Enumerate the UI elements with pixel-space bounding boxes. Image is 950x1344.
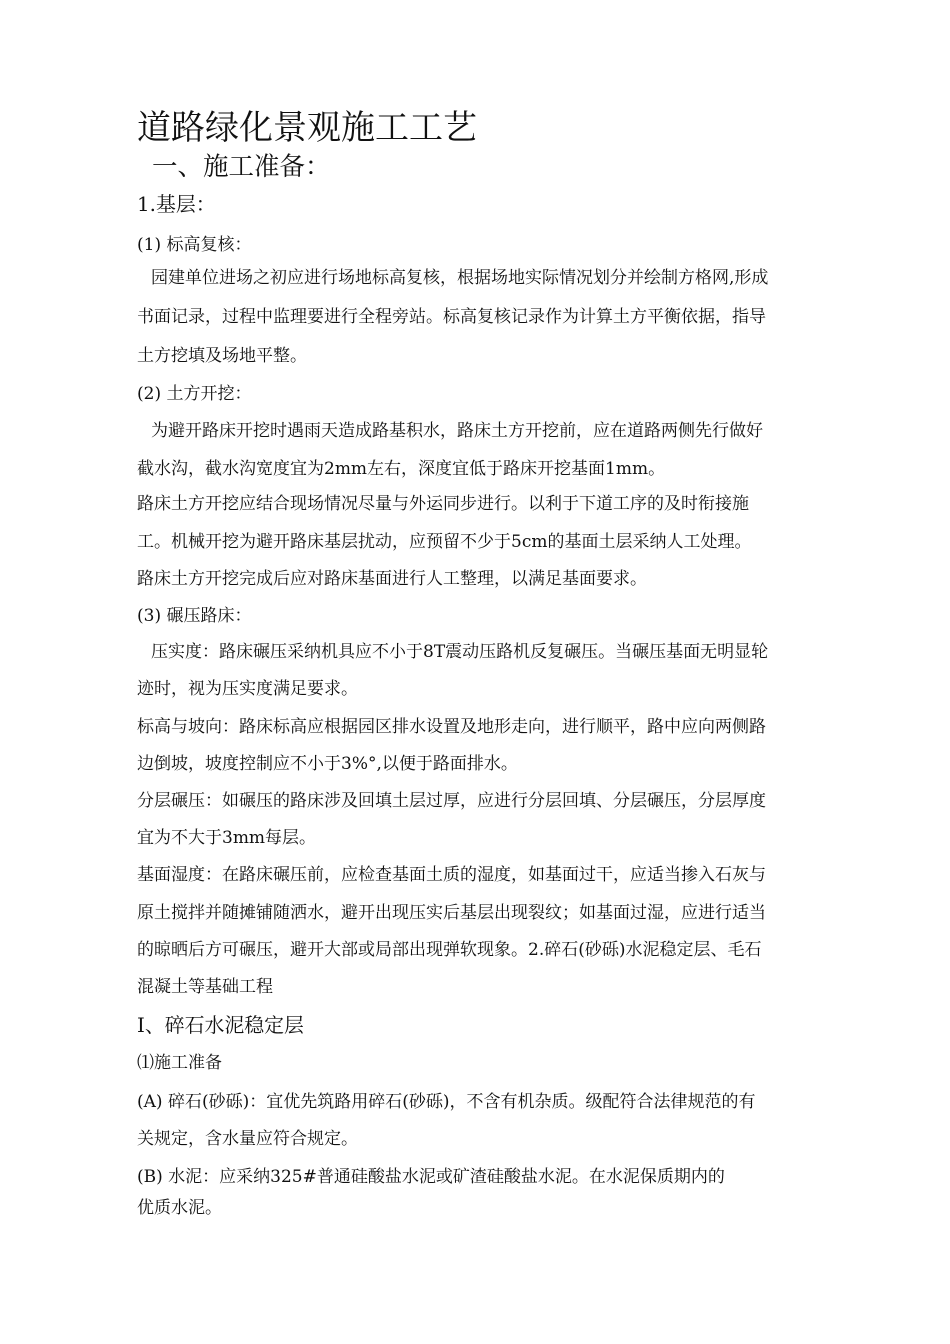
paragraph-line: 迹时，视为压实度满足要求。 [137,679,358,699]
subsection-heading-gravel-cement-layer: I、碎石水泥稳定层 [137,1014,304,1037]
paragraph-line: 标高与坡向：路床标高应根据园区排水设置及地形走向，进行顺平，路中应向两侧路 [137,717,766,737]
document-title: 道路绿化景观施工工艺 [137,108,477,148]
section-heading-preparation: 一、施工准备： [152,152,331,182]
paragraph-line: 混凝土等基础工程 [137,977,273,997]
item-heading-roadbed-compaction: (3) 碾压路床： [137,606,252,626]
paragraph-line: 路床土方开挖应结合现场情况尽量与外运同步进行。以利于下道工序的及时衔接施 [137,494,749,514]
paragraph-line: 为避开路床开挖时遇雨天造成路基积水，路床土方开挖前，应在道路两侧先行做好 [151,421,763,441]
paragraph-line: 土方挖填及场地平整。 [137,346,307,366]
paragraph-line: 原土搅拌并随摊铺随洒水，避开出现压实后基层出现裂纹；如基面过湿，应进行适当 [137,903,766,923]
paragraph-line: 园建单位进场之初应进行场地标高复核，根据场地实际情况划分并绘制方格网,形成 [151,268,769,288]
item-heading-earth-excavation: (2) 土方开挖： [137,384,252,404]
paragraph-line: 基面湿度：在路床碾压前，应检查基面土质的湿度，如基面过干，应适当掺入石灰与 [137,865,766,885]
paragraph-line: 路床土方开挖完成后应对路床基面进行人工整理，以满足基面要求。 [137,569,647,589]
paragraph-line: 宜为不大于3mm每层。 [137,828,317,848]
paragraph-line: 截水沟，截水沟宽度宜为2mm左右，深度宜低于路床开挖基面1mm。 [137,459,666,479]
paragraph-line: 优质水泥。 [137,1198,222,1218]
paragraph-line: (B) 水泥：应采纳325#普通硅酸盐水泥或矿渣硅酸盐水泥。在水泥保质期内的 [137,1167,725,1187]
paragraph-line: 分层碾压：如碾压的路床涉及回填土层过厚，应进行分层回填、分层碾压，分层厚度 [137,791,766,811]
paragraph-line: 书面记录，过程中监理要进行全程旁站。标高复核记录作为计算土方平衡依据，指导 [137,307,766,327]
paragraph-line: 的晾晒后方可碾压，避开大部或局部出现弹软现象。2.碎石(砂砾)水泥稳定层、毛石 [137,940,762,960]
paragraph-line: (A) 碎石(砂砾)：宜优先筑路用碎石(砂砾)，不含有机杂质。级配符合法律规范的有 [137,1092,756,1112]
paragraph-line: 压实度：路床碾压采纳机具应不小于8T震动压路机反复碾压。当碾压基面无明显轮 [151,642,769,662]
paragraph-line: 边倒坡，坡度控制应不小于3%°,以便于路面排水。 [137,754,518,774]
item-heading-elevation-check: (1) 标高复核： [137,235,252,255]
paragraph-line: 关规定，含水量应符合规定。 [137,1129,358,1149]
item-heading-construction-preparation: ⑴施工准备 [137,1053,222,1073]
paragraph-line: 工。机械开挖为避开路床基层扰动，应预留不少于5cm的基面土层采纳人工处理。 [137,532,752,552]
subsection-heading-base: 1.基层： [137,193,216,216]
